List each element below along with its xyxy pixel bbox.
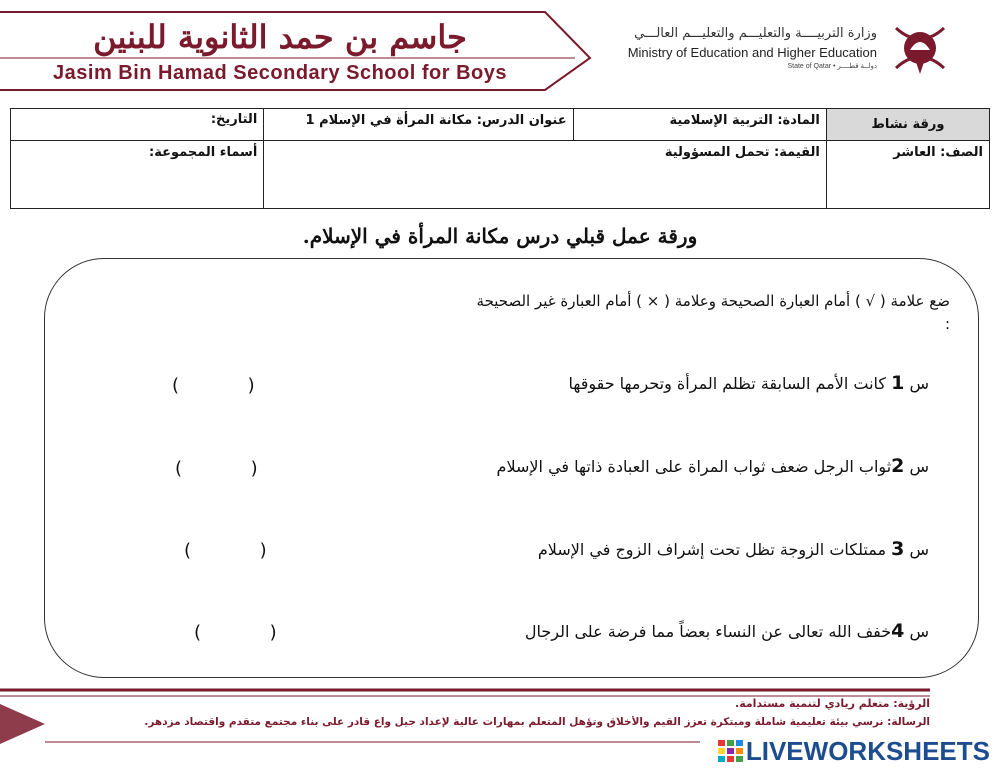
question-text: ممتلكات الزوجة تظل تحت إشراف الزوج في الإسلام (537, 540, 887, 559)
liveworksheets-wordmark: LIVEWORKSHEETS (745, 735, 990, 766)
value-label: القيمة: (774, 145, 820, 160)
subject-label: المادة: (777, 113, 820, 128)
question-prefix: س (909, 622, 929, 641)
question-prefix: س (909, 457, 929, 476)
lesson-value: مكانة المرأة في الإسلام 1 (305, 113, 473, 128)
liveworksheets-logo (690, 736, 990, 766)
question-1 (568, 372, 929, 394)
ministry-subtitle: State of Qatar • دولــة قطــــر (787, 63, 877, 70)
date-cell[interactable] (11, 109, 264, 141)
answer-box-2[interactable]: ( ) (175, 458, 258, 479)
question-4 (525, 620, 929, 642)
instruction-line-1: ضع علامة ( √ ) أمام العبارة الصحيحة وعلامة ( × ) أمام العبارة غير الصحيحة (476, 292, 950, 310)
ministry-name-english: Ministry of Education and Higher Education (627, 45, 877, 60)
question-number: 3 (891, 538, 905, 560)
vision-statement: الرؤية: متعلم ريادي لتنمية مستدامة. (735, 697, 930, 710)
instructions (370, 290, 950, 337)
question-text: ثواب الرجل ضعف ثواب المراة على العبادة ذاتها في الإسلام (496, 457, 892, 476)
grade-value: العاشر (893, 145, 936, 160)
info-table (10, 108, 990, 209)
answer-box-4[interactable]: ( ) (194, 622, 277, 643)
school-name-english: Jasim Bin Hamad Secondary School for Boys (53, 62, 507, 84)
value-cell (264, 141, 827, 209)
group-names-cell[interactable] (11, 141, 264, 209)
subject-cell (573, 109, 826, 141)
school-name-arabic: جاسم بن حمد الثانوية للبنين (93, 18, 467, 56)
group-label: أسماء المجموعة: (149, 145, 258, 160)
qatar-emblem-icon (888, 16, 952, 80)
question-3 (538, 538, 929, 560)
question-text: خفف الله تعالى عن النساء بعضاً مما فرضة على الرجال (524, 622, 892, 641)
instruction-line-2: : (944, 315, 950, 334)
liveworksheets-grid-icon (718, 740, 744, 762)
value-value: تحمل المسؤولية (664, 145, 770, 160)
lesson-cell (264, 109, 573, 141)
date-label: التاريخ: (210, 112, 258, 127)
answer-box-3[interactable]: ( ) (184, 540, 267, 561)
grade-cell (826, 141, 989, 209)
grade-label: الصف: (940, 145, 983, 160)
question-number: 2 (891, 455, 905, 477)
subject-value: التربية الإسلامية (669, 113, 773, 128)
mission-statement: الرسالة: نرسي بيئة تعليمية شاملة ومبتكرة تعزز القيم والأخلاق وتؤهل المتعلم بمهارات عالية لإعداد جيل واع قادر على بناء مجتمع متقدم واقتصاد مزدهر. (144, 716, 930, 728)
ministry-name-arabic: وزارة التربيــــة والتعليـــم والتعليـــم العالـــي (634, 26, 877, 41)
question-number: 1 (891, 372, 905, 394)
sheet-label: ورقة نشاط (871, 117, 945, 132)
question-text: كانت الأمم السابقة تظلم المرأة وتحرمها حقوقها (568, 374, 887, 393)
answer-box-1[interactable]: ( ) (172, 375, 255, 396)
question-prefix: س (909, 540, 929, 559)
question-2 (497, 455, 929, 477)
question-prefix: س (909, 374, 929, 393)
sheet-type-cell (826, 109, 989, 141)
worksheet-title: ورقة عمل قبلي درس مكانة المرأة في الإسلام. (302, 224, 698, 248)
lesson-label: عنوان الدرس: (476, 113, 567, 128)
question-number: 4 (891, 620, 905, 642)
